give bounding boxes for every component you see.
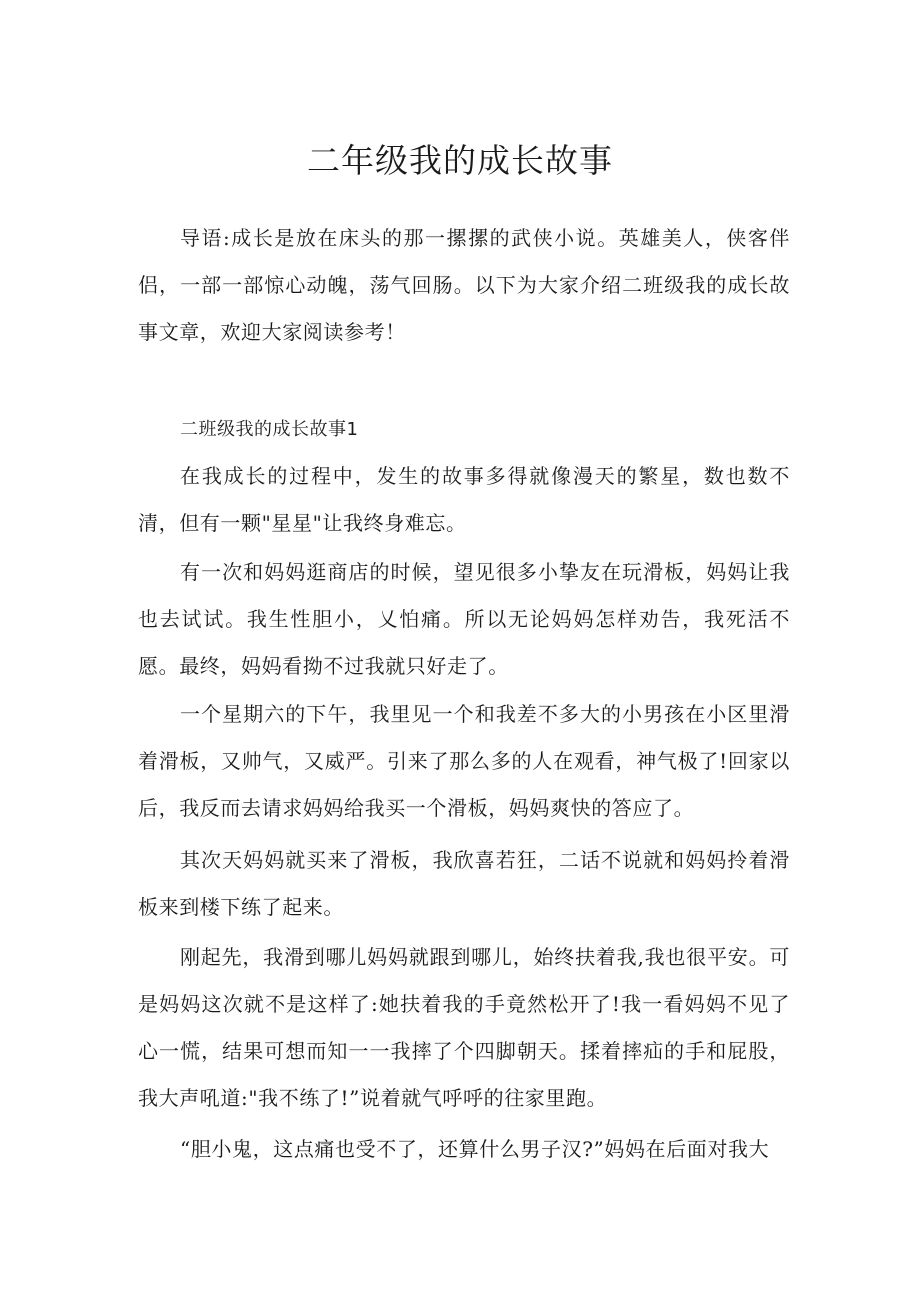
section-heading: 二班级我的成长故事1: [180, 419, 359, 440]
body-paragraph-3: 一个星期六的下午，我里见一个和我差不多大的小男孩在小区里滑着滑板，又帅气，又威严。引来了那么多的人在观看，神气极了!回家以后，我反而去请求妈妈给我买一个滑板，妈妈爽快的答应了。: [138, 702, 790, 820]
body-paragraph-6: “胆小鬼，这点痛也受不了，还算什么男子汉?”妈妈在后面对我大: [180, 1137, 770, 1161]
intro-paragraph: 导语:成长是放在床头的那一摞摞的武侠小说。英雄美人，侠客伴侣，一部一部惊心动魄，荡气回肠。以下为大家介绍二班级我的成长故事文章，欢迎大家阅读参考！: [138, 226, 790, 344]
body-paragraph-1: 在我成长的过程中，发生的故事多得就像漫天的繁星，数也数不清，但有一颗"星星"让我终身难忘。: [138, 464, 790, 535]
body-paragraph-4: 其次天妈妈就买来了滑板，我欣喜若狂，二话不说就和妈妈拎着滑板来到楼下练了起来。: [138, 848, 790, 919]
body-paragraph-2: 有一次和妈妈逛商店的时候，望见很多小挚友在玩滑板，妈妈让我也去试试。我生性胆小，乂怕痛。所以无论妈妈怎样劝告，我死活不愿。最终，妈妈看拗不过我就只好走了。: [138, 560, 790, 678]
body-paragraph-5: 刚起先，我滑到哪儿妈妈就跟到哪儿，始终扶着我,我也很平安。可是妈妈这次就不是这样了:她扶着我的手竟然松开了!我一看妈妈不见了心一慌，结果可想而知一一我摔了个四脚朝天。揉着摔疝的手和屁股，我大声吼道:"我不练了!”说着就气呼呼的往家里跑。: [138, 945, 790, 1110]
document-title: 二年级我的成长故事: [307, 141, 613, 180]
